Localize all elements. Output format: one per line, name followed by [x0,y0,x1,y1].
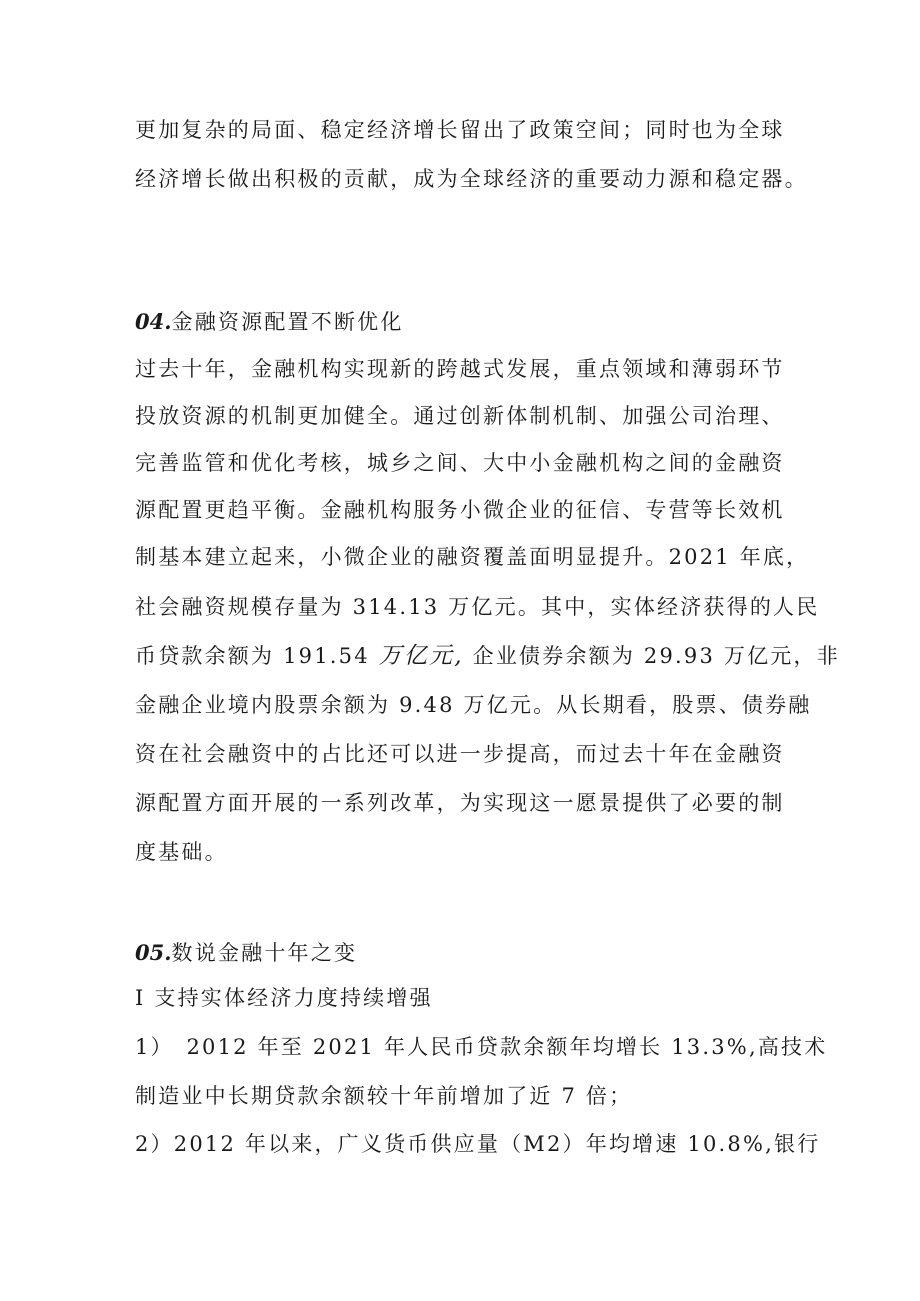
section-4-heading [135,306,404,338]
section-4-line-9: 资在社会融资中的占比还可以进一步提高，而过去十年在金融资 [135,742,785,766]
section-4-line-2: 投放资源的机制更加健全。通过创新体制机制、加强公司治理、 [135,404,785,428]
section-4-line-5: 制基本建立起来，小微企业的融资覆盖面明显提升。2021 年底， [135,545,810,569]
section-5-item-1: 1） 2012 年至 2021 年人民币贷款余额年均增长 13.3%,高技术 [135,1035,828,1059]
intro-line-2: 经济增长做出积极的贡献，成为全球经济的重要动力源和稳定器。 [135,167,808,191]
section-5-title: 数说金融十年之变 [171,941,358,965]
section-5-item-2: 2）2012 年以来，广义货币供应量（M2）年均增速 10.8%,银行 [135,1132,821,1156]
section-4-line-8: 金融企业境内股票余额为 9.48 万亿元。从长期看，股票、债券融 [135,693,812,717]
section-4-line-1: 过去十年，金融机构实现新的跨越式发展，重点领域和薄弱环节 [135,357,785,381]
section-4-line-10: 源配置方面开展的一系列改革，为实现这一愿景提供了必要的制 [135,791,785,815]
section-4-line-3: 完善监管和优化考核，城乡之间、大中小金融机构之间的金融资 [135,451,785,475]
section-4-number: 04. [135,309,172,334]
section-5-subheading: I 支持实体经济力度持续增强 [135,986,433,1010]
section-4-line-7 [135,640,840,672]
intro-line-1: 更加复杂的局面、稳定经济增长留出了政策空间；同时也为全球 [135,118,785,142]
section-4-title: 金融资源配置不断优化 [171,310,404,334]
section-4-line-6: 社会融资规模存量为 314.13 万亿元。其中，实体经济获得的人民 [135,595,820,619]
section-4-line-4: 源配置更趋平衡。金融机构服务小微企业的征信、专营等长效机 [135,498,785,522]
section-5-item-1-cont: 制造业中长期贷款余额较十年前增加了近 7 倍； [135,1084,633,1108]
line-7-emphasis: 万亿元, [378,643,464,669]
section-5-number: 05. [135,940,172,965]
section-4-line-11: 度基础。 [135,840,228,864]
line-7-before: 币贷款余额为 191.54 [135,644,379,668]
section-5-heading [135,937,357,969]
line-7-after: 企业债券余额为 29.93 万亿元，非 [463,644,840,668]
